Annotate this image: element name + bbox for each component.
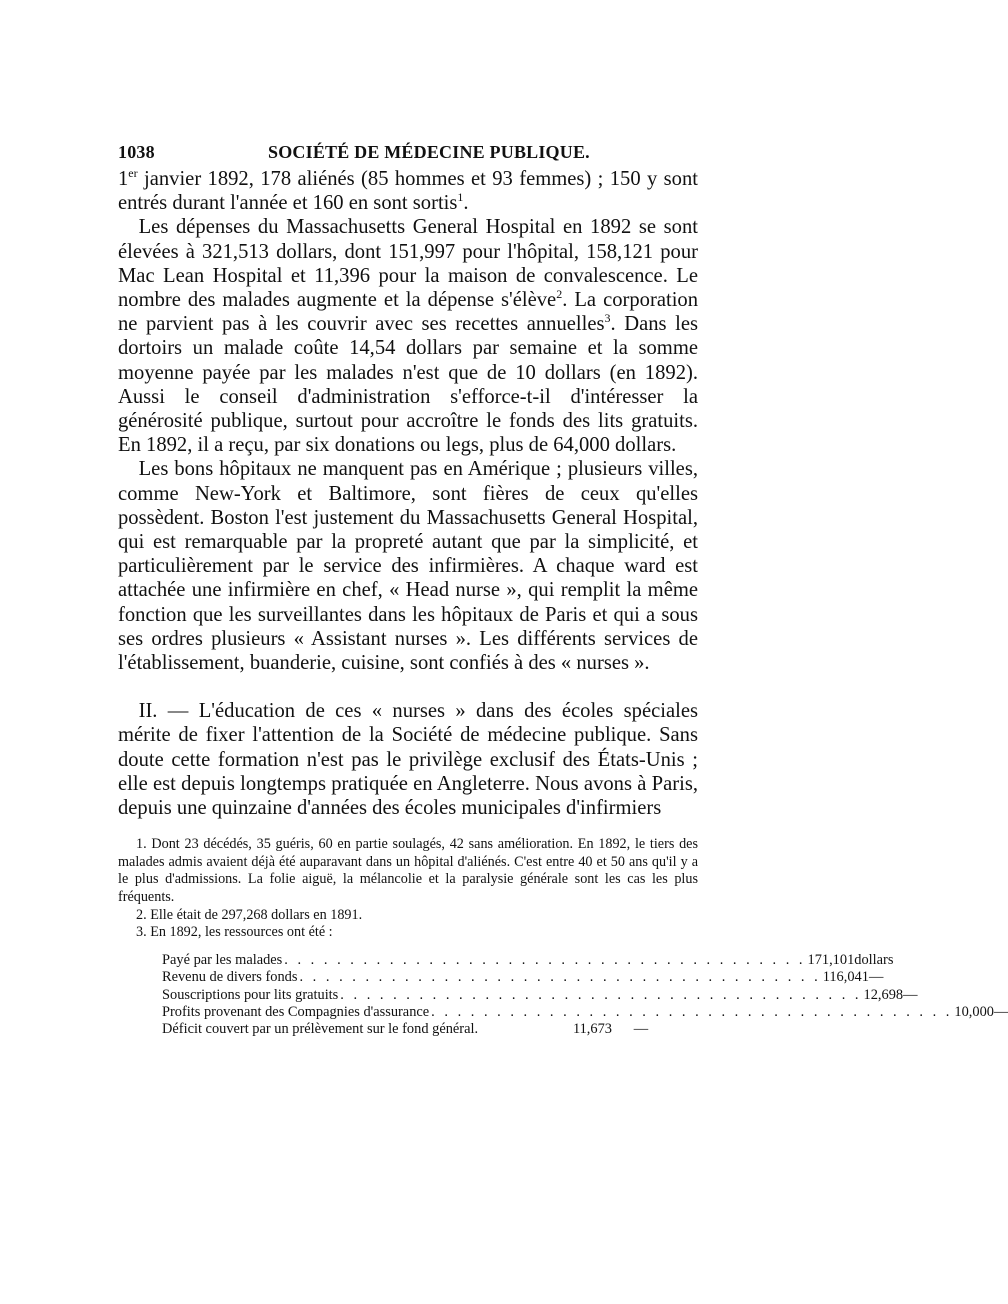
paragraph-1: 1er janvier 1892, 178 aliénés (85 hommes et 93 femmes) ; 150 y sont entrés durant l'année et 160 en sont sortis$^1$. xyxy=(118,166,698,215)
resource-row: Payé par les malades . . . . . . . . . . . . . . . . . . . . . . . . . . . . . . . . . . . . . . . . 171,101 dollars xyxy=(162,951,894,968)
main-text xyxy=(118,167,698,820)
footnote-2: 2. Elle était de 297,268 dollars en 1891. xyxy=(136,906,363,923)
footnote-ref-1: 1 xyxy=(457,190,464,205)
footnote-ref-2: 2 xyxy=(556,287,563,302)
footnotes xyxy=(118,836,1008,1039)
running-header xyxy=(118,142,698,163)
footnote-ref-3: 3 xyxy=(604,311,611,326)
resource-row: Profits provenant des Compagnies d'assurance . . . . . . . . . . . . . . . . . . . . . . . . . . . . . . . . . . . . . . . . 10,000 — xyxy=(162,1004,1008,1021)
paragraph-2: Les dépenses du Massachusetts General Hospital en 1892 se sont élevées à 321,513 dollars, dont 151,997 pour l'hôpital, 158,121 pour Mac Lean Hospital et 11,396 pour la maison de convalescence. Le nombre des malades augmente et la dépense s'élève$^2$. La corporation ne parvient pas à les couvrir avec ses recettes annuelles$^3$. Dans les dortoirs un malade coûte 14,54 dollars par semaine et la somme moyenne payée par les malades n'est que de 10 dollars (en 1892). Aussi le conseil d'administration s'efforce-t-il d'intéresser la générosité publique, surtout pour accroître le fonds des lits gratuits. En 1892, il a reçu, par six donations ou legs, plus de 64,000 dollars. xyxy=(118,216,699,457)
paragraph-3: Les bons hôpitaux ne manquent pas en Amérique ; plusieurs villes, comme New-York et Baltimore, sont fières de ceux qu'elles possèdent. Boston l'est justement du Massachusetts General Hospital, qui est remarquable par la propreté autant que par la simplicité, et particulièrement par le service des infirmières. A chaque ward est attachée une infirmière en chef, « Head nurse », qui remplit la même fonction que les surveillantes dans les hôpitaux de Paris et qui a sous ses ordres plusieurs « Assistant nurses ». Les différents services de l'établissement, buanderie, cuisine, sont confiés à des « nurses ». xyxy=(118,458,698,675)
leader-dots: . . . . . . . . . . . . . . . . . . . . . . . . . . . . . . . . . . . . . . . . xyxy=(431,1004,953,1021)
running-title: SOCIÉTÉ DE MÉDECINE PUBLIQUE. xyxy=(268,142,590,162)
footnote-1: 1. Dont 23 décédés, 35 guéris, 60 en partie soulagés, 42 sans amélioration. En 1892, le tiers des malades admis avaient déjà été auparavant dans un hôpital d'aliénés. C'est entre 40 et 50 ans qu'il y a le plus d'admissions. La folie aiguë, la mélancolie et la paralysie générale sont les cas les plus fréquents. xyxy=(118,836,698,906)
section-gap xyxy=(118,675,698,699)
resource-row: Souscriptions pour lits gratuits . . . . . . . . . . . . . . . . . . . . . . . . . . . . . . . . . . . . . . . . 12,698 — xyxy=(162,986,918,1003)
leader-dots: . . . . . . . . . . . . . . . . . . . . . . . . . . . . . . . . . . . . . . . . xyxy=(284,951,806,968)
resource-row: Déficit couvert par un prélèvement sur le fond général. 11,673 — xyxy=(162,1021,649,1038)
book-page xyxy=(118,142,1008,1039)
footnote-3: 3. En 1892, les ressources ont été : xyxy=(136,924,333,941)
page-number: 1038 xyxy=(118,142,155,162)
paragraph-4: II. — L'éducation de ces « nurses » dans des écoles spéciales mérite de fixer l'attention de la Société de médecine publique. Sans doute cette formation n'est pas le privilège exclusif des États-Unis ; elle est depuis longtemps pratiquée en Angleterre. Nous avons à Paris, depuis une quinzaine d'années des écoles municipales d'infirmiers xyxy=(118,700,698,820)
leader-dots: . . . . . . . . . . . . . . . . . . . . . . . . . . . . . . . . . . . . . . . . xyxy=(299,969,821,986)
resources-table xyxy=(162,951,1008,1039)
leader-dots: . . . . . . . . . . . . . . . . . . . . . . . . . . . . . . . . . . . . . . . . xyxy=(340,986,862,1003)
resource-row: Revenu de divers fonds . . . . . . . . . . . . . . . . . . . . . . . . . . . . . . . . . . . . . . . . 116,041 — xyxy=(162,969,884,986)
